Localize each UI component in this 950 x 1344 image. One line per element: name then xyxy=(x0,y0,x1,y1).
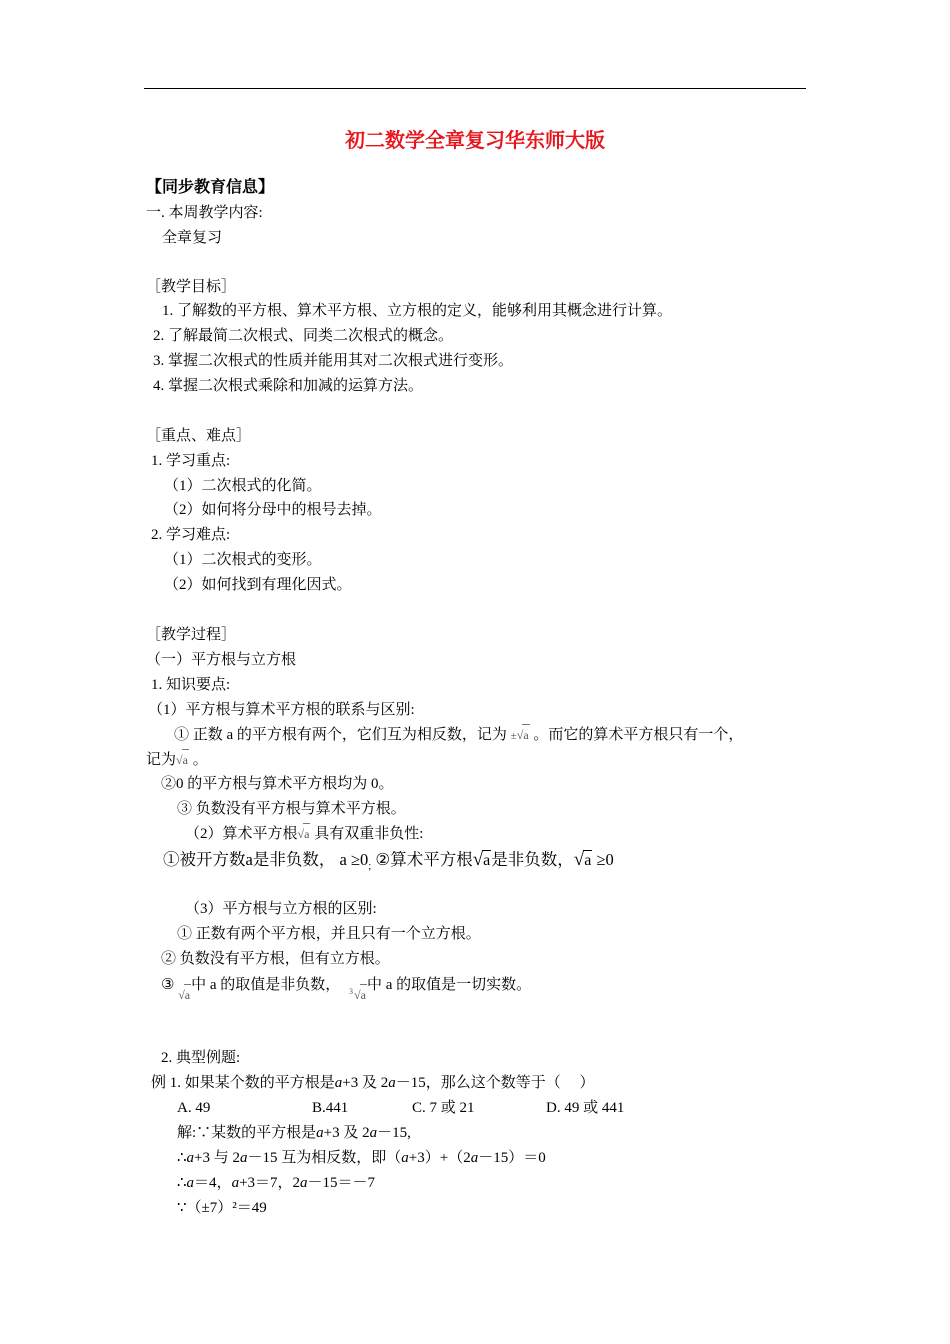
text-line: 3. 掌握二次根式的性质并能用其对二次根式进行变形。 xyxy=(153,353,514,369)
plus-minus-symbol: ± xyxy=(510,730,517,742)
text-line: ① 正数 a 的平方根有两个，它们互为相反数，记为 ±√a 。而它的算术平方根只有一个， xyxy=(174,724,743,746)
text-line: 1. 知识要点: xyxy=(151,677,231,693)
square-root-a: √a xyxy=(176,749,189,770)
option-a: A. 49 xyxy=(177,1100,211,1116)
text-line: （2）如何将分母中的根号去掉。 xyxy=(164,502,382,518)
text-line: ［重点、难点］ xyxy=(146,428,252,444)
solution-line: ∴a+3 与 2a－15 互为相反数，即（a+3）+（2a－15）＝0 xyxy=(177,1150,546,1166)
text-line: （1）二次根式的化简。 xyxy=(164,478,322,494)
solution-line: ∴a＝4，a+3＝7，2a－15＝－7 xyxy=(177,1175,376,1191)
text-line: 2. 学习难点: xyxy=(151,527,231,543)
top-rule xyxy=(144,88,806,89)
text-line: （1）二次根式的变形。 xyxy=(164,552,322,568)
text-line: ③ √a中 a 的取值是非负数， 3 √a中 a 的取值是一切实数。 xyxy=(161,974,531,995)
solution-line: ∵（±7）²＝49 xyxy=(177,1200,267,1216)
text-line: ③ 负数没有平方根与算术平方根。 xyxy=(177,801,406,817)
section-header: 【同步教育信息】 xyxy=(146,177,275,196)
text-line: 1. 学习重点: xyxy=(151,453,231,469)
text-line: （2）算术平方根√a 具有双重非负性: xyxy=(185,823,423,844)
text-line: ①被开方数a是非负数， $a \ge 0_;$ ②算术平方根√a是非负数，√a ≥0 xyxy=(163,849,614,872)
text-line: ②0 的平方根与算术平方根均为 0。 xyxy=(161,776,394,792)
text-line: （1）平方根与算术平方根的联系与区别: xyxy=(148,702,415,718)
option-c: C. 7 或 21 xyxy=(412,1100,475,1116)
text-line: 2. 典型例题: xyxy=(161,1050,241,1066)
square-root-a: √a xyxy=(517,724,530,745)
example-question: 例 1. 如果某个数的平方根是a+3 及 2a－15，那么这个数等于（ ） xyxy=(151,1075,595,1091)
option-b: B.441 xyxy=(312,1100,349,1116)
text-line: 2. 了解最简二次根式、同类二次根式的概念。 xyxy=(153,328,454,344)
option-d: D. 49 或 441 xyxy=(546,1100,625,1116)
text-line: ② 负数没有平方根，但有立方根。 xyxy=(161,951,390,967)
text-line: 记为√a 。 xyxy=(146,749,208,770)
text-line: 4. 掌握二次根式乘除和加减的运算方法。 xyxy=(153,378,424,394)
text-line: 1. 了解数的平方根、算术平方根、立方根的定义，能够利用其概念进行计算。 xyxy=(162,303,673,319)
page-title: 初二数学全章复习华东师大版 xyxy=(345,128,605,152)
text-line: （一）平方根与立方根 xyxy=(146,652,297,668)
text-line: 一. 本周教学内容: xyxy=(146,205,263,221)
solution-line: 解:∵某数的平方根是a+3 及 2a－15, xyxy=(177,1125,411,1141)
text-line: 全章复习 xyxy=(162,230,223,246)
text-line: （3）平方根与立方根的区别: xyxy=(185,901,377,917)
square-root-a: √a xyxy=(298,823,311,844)
cube-root-a: 3 √a xyxy=(354,984,367,1005)
square-root-a: √a xyxy=(178,984,191,1005)
square-root-a: √a xyxy=(472,849,491,870)
text-line: ① 正数有两个平方根，并且只有一个立方根。 xyxy=(177,926,481,942)
text-line: ［教学过程］ xyxy=(146,627,237,643)
square-root-a: √a xyxy=(573,849,592,870)
text-line: ［教学目标］ xyxy=(146,279,237,295)
text-line: （2）如何找到有理化因式。 xyxy=(164,577,352,593)
